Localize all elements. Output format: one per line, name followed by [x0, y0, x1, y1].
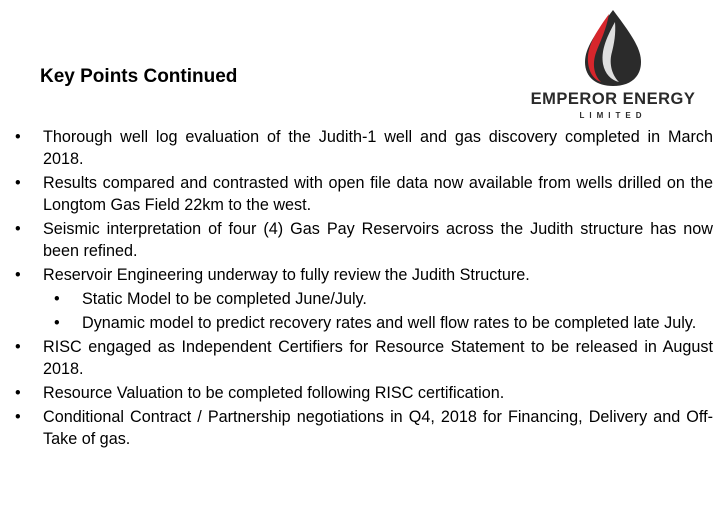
bullet-marker: •	[15, 384, 21, 402]
bullet-item	[0, 336, 725, 380]
bullet-marker: •	[15, 174, 21, 192]
bullet-marker: •	[54, 314, 60, 332]
bullet-text: Static Model to be completed June/July.	[82, 290, 367, 308]
bullet-marker: •	[15, 338, 21, 356]
bullet-text: Results compared and contrasted with open file data now available from wells drilled on the Longtom Gas Field 22km to the west.	[43, 174, 713, 214]
bullet-item	[0, 126, 725, 170]
bullet-text: Reservoir Engineering underway to fully review the Judith Structure.	[43, 266, 530, 284]
key-points-list	[0, 126, 725, 450]
logo-company-name: EMPEROR ENERGY	[530, 90, 696, 108]
flame-drop-icon	[575, 8, 651, 88]
bullet-marker: •	[15, 220, 21, 238]
bullet-text: Dynamic model to predict recovery rates and well flow rates to be completed late July.	[82, 314, 697, 332]
emperor-energy-logo	[513, 8, 713, 126]
bullet-item	[0, 382, 725, 404]
bullet-item	[0, 264, 725, 286]
bullet-text: Seismic interpretation of four (4) Gas Pay Reservoirs across the Judith structure has now been refined.	[43, 220, 713, 260]
bullet-marker: •	[15, 266, 21, 284]
bullet-text: Resource Valuation to be completed following RISC certification.	[43, 384, 505, 402]
slide-title: Key Points Continued	[40, 66, 238, 87]
bullet-text: RISC engaged as Independent Certifiers for Resource Statement to be released in August 2018.	[43, 338, 713, 378]
sub-bullet-item	[0, 312, 725, 334]
bullet-text: Conditional Contract / Partnership negotiations in Q4, 2018 for Financing, Delivery and Off-Take of gas.	[43, 408, 713, 448]
bullet-item	[0, 172, 725, 216]
logo-company-suffix: LIMITED	[579, 111, 647, 120]
bullet-text: Thorough well log evaluation of the Judith-1 well and gas discovery completed in March 2018.	[43, 128, 713, 168]
bullet-item	[0, 218, 725, 262]
bullet-marker: •	[15, 128, 21, 146]
bullet-marker: •	[54, 290, 60, 308]
sub-bullet-item	[0, 288, 725, 310]
bullet-item	[0, 406, 725, 450]
bullet-marker: •	[15, 408, 21, 426]
